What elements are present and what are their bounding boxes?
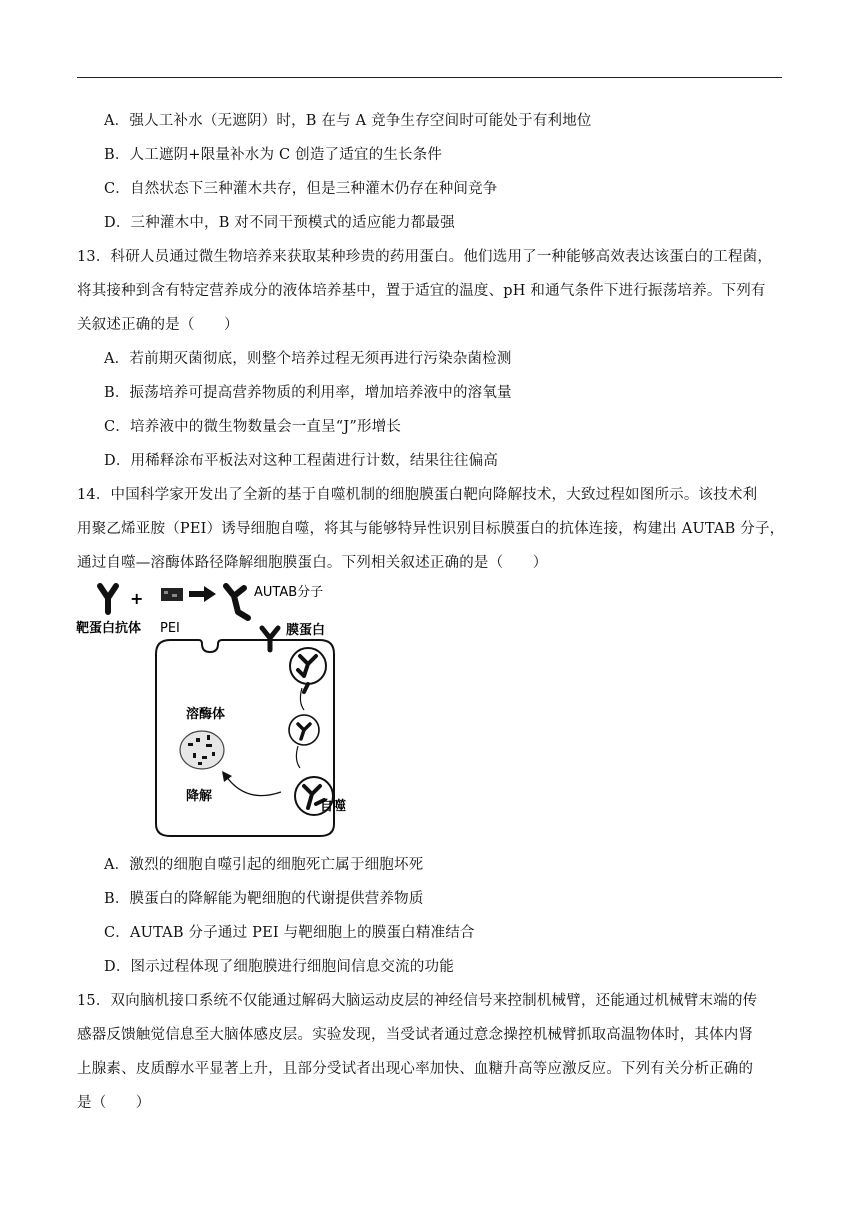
- q12-option-a: A．强人工补水（无遮阴）时，B 在与 A 竞争生存空间时可能处于有利地位: [104, 113, 592, 129]
- q13-option-b: B．振荡培养可提高营养物质的利用率，增加培养液中的溶氧量: [104, 385, 512, 401]
- degrade-label: 降解: [186, 789, 213, 804]
- q14-option-d: D．图示过程体现了细胞膜进行细胞间信息交流的功能: [104, 959, 454, 975]
- autab-label: AUTAB分子: [254, 585, 324, 600]
- q13-option-d: D．用稀释涂布平板法对这种工程菌进行计数，结果往往偏高: [104, 453, 499, 469]
- q12-option-d: D．三种灌木中，B 对不同干预模式的适应能力都最强: [104, 215, 455, 231]
- arrow-right-icon: [189, 586, 216, 602]
- autab-molecule-icon: [226, 586, 248, 618]
- pei-label: PEI: [160, 621, 180, 636]
- q13-stem-line-3: 关叙述正确的是（ ）: [77, 317, 239, 333]
- header-rule: [77, 77, 782, 78]
- q12-option-c: C．自然状态下三种灌木共存，但是三种灌木仍存在种间竞争: [104, 181, 498, 197]
- membrane-protein-label: 膜蛋白: [286, 623, 326, 638]
- q14-option-b: B．膜蛋白的降解能为靶细胞的代谢提供营养物质: [104, 891, 424, 907]
- plus-sign: +: [130, 589, 144, 608]
- q12-option-b: B．人工遮阴+限量补水为 C 创造了适宜的生长条件: [104, 147, 443, 163]
- q13-option-c: C．培养液中的微生物数量会一直呈“J”形增长: [104, 419, 402, 435]
- q15-stem-line-1: 15．双向脑机接口系统不仅能通过解码大脑运动皮层的神经信号来控制机械臂，还能通过机械臂末端的传: [77, 993, 758, 1009]
- q13-option-a: A．若前期灭菌彻底，则整个培养过程无须再进行污染杂菌检测: [104, 351, 512, 367]
- q13-stem-line-2: 将其接种到含有特定营养成分的液体培养基中，置于适宜的温度、pH 和通气条件下进行振荡培养。下列有: [77, 283, 766, 299]
- q14-option-a: A．激烈的细胞自噬引起的细胞死亡属于细胞坏死: [104, 857, 424, 873]
- autab-figure: [76, 578, 346, 840]
- autophagy-label: 自噬: [319, 799, 346, 814]
- q15-stem-line-4: 是（ ）: [77, 1095, 151, 1111]
- lysosome-label: 溶酶体: [186, 707, 226, 722]
- antibody-label: 靶蛋白抗体: [76, 621, 142, 636]
- q14-stem-line-1: 14．中国科学家开发出了全新的基于自噬机制的细胞膜蛋白靶向降解技术，大致过程如图所示。该技术利: [77, 487, 758, 503]
- q13-stem-line-1: 13．科研人员通过微生物培养来获取某种珍贵的药用蛋白。他们选用了一种能够高效表达该蛋白的工程菌，: [77, 249, 773, 265]
- antibody-icon: [100, 586, 116, 612]
- q14-option-c: C．AUTAB 分子通过 PEI 与靶细胞上的膜蛋白精准结合: [104, 925, 475, 941]
- q14-stem-line-2: 用聚乙烯亚胺（PEI）诱导细胞自噬，将其与能够特异性识别目标膜蛋白的抗体连接，构建出 AUTAB 分子，: [77, 521, 785, 537]
- q15-stem-line-2: 感器反馈触觉信息至大脑体感皮层。实验发现，当受试者通过意念操控机械臂抓取高温物体时，其体内肾: [77, 1027, 754, 1043]
- q14-stem-line-3: 通过自噬—溶酶体路径降解细胞膜蛋白。下列相关叙述正确的是（ ）: [77, 555, 548, 571]
- degradation-arrow: [226, 776, 281, 796]
- q15-stem-line-3: 上腺素、皮质醇水平显著上升，且部分受试者出现心率加快、血糖升高等应激反应。下列有关分析正确的: [77, 1061, 754, 1077]
